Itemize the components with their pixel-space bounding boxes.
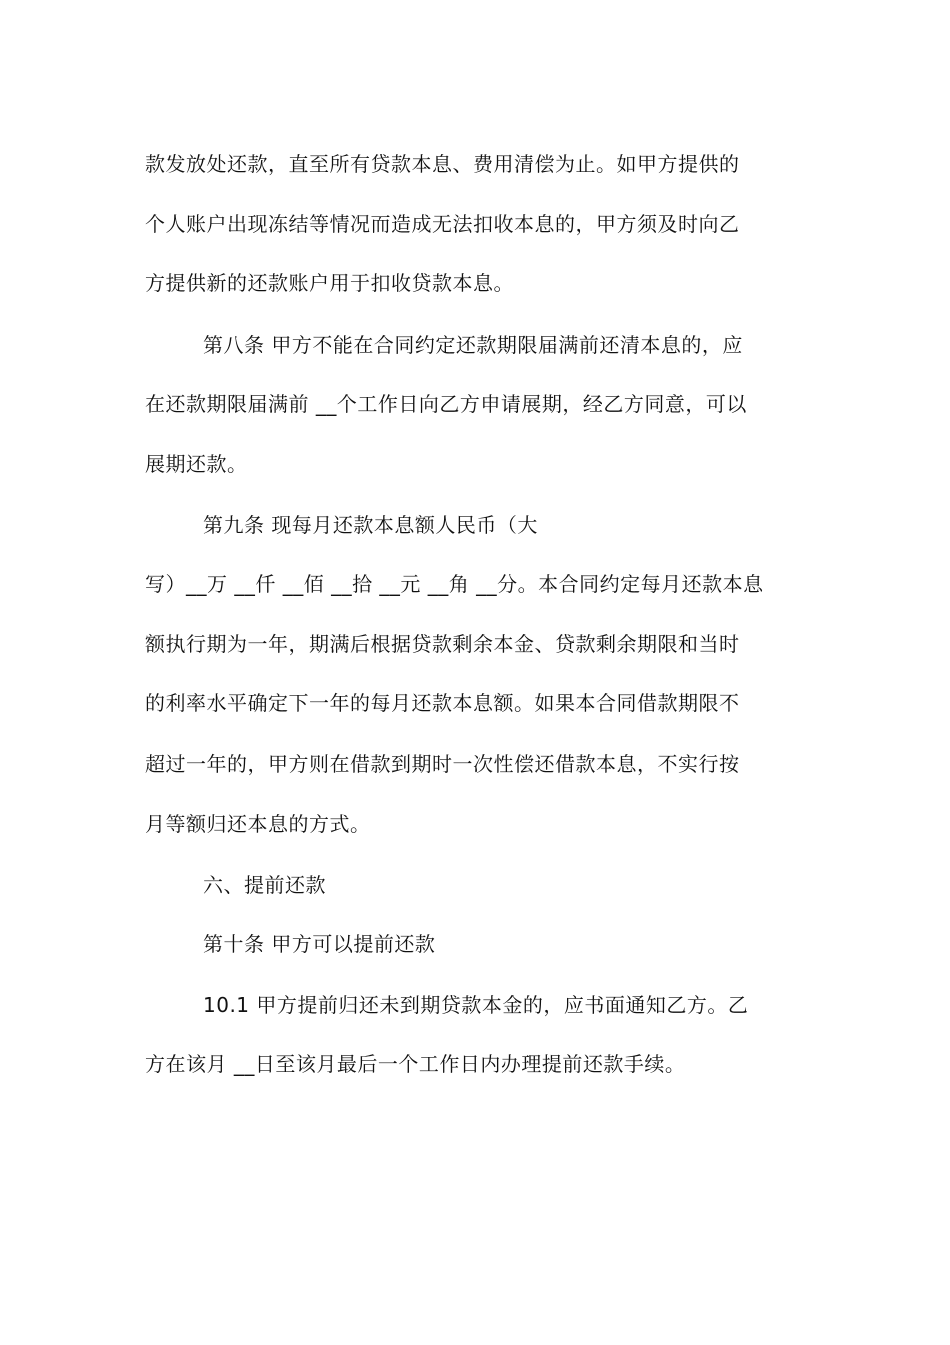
paragraph-line: 款发放处还款，直至所有贷款本息、费用清偿为止。如甲方提供的 xyxy=(145,152,740,176)
paragraph-line: 写）__万 __仟 __佰 __拾 __元 __角 __分。本合同约定每月还款本息 xyxy=(145,572,764,596)
section-6-heading: 六、提前还款 xyxy=(203,873,326,897)
clause-10-1-line: 10.1 甲方提前归还未到期贷款本金的，应书面通知乙方。乙 xyxy=(203,993,749,1017)
paragraph-line: 超过一年的，甲方则在借款到期时一次性偿还借款本息，不实行按 xyxy=(145,752,740,776)
paragraph-line: 个人账户出现冻结等情况而造成无法扣收本息的，甲方须及时向乙 xyxy=(145,212,740,236)
article-10-heading: 第十条 甲方可以提前还款 xyxy=(203,932,436,956)
paragraph-line: 的利率水平确定下一年的每月还款本息额。如果本合同借款期限不 xyxy=(145,691,740,715)
paragraph-line: 方提供新的还款账户用于扣收贷款本息。 xyxy=(145,271,514,295)
article-8-heading-line: 第八条 甲方不能在合同约定还款期限届满前还清本息的，应 xyxy=(203,333,743,357)
paragraph-line: 在还款期限届满前 __个工作日向乙方申请展期，经乙方同意，可以 xyxy=(145,392,747,416)
article-9-heading-line: 第九条 现每月还款本息额人民币（大 xyxy=(203,513,538,537)
paragraph-line: 方在该月 __日至该月最后一个工作日内办理提前还款手续。 xyxy=(145,1052,686,1076)
paragraph-line: 展期还款。 xyxy=(145,452,248,476)
paragraph-line: 月等额归还本息的方式。 xyxy=(145,812,371,836)
paragraph-line: 额执行期为一年，期满后根据贷款剩余本金、贷款剩余期限和当时 xyxy=(145,632,740,656)
